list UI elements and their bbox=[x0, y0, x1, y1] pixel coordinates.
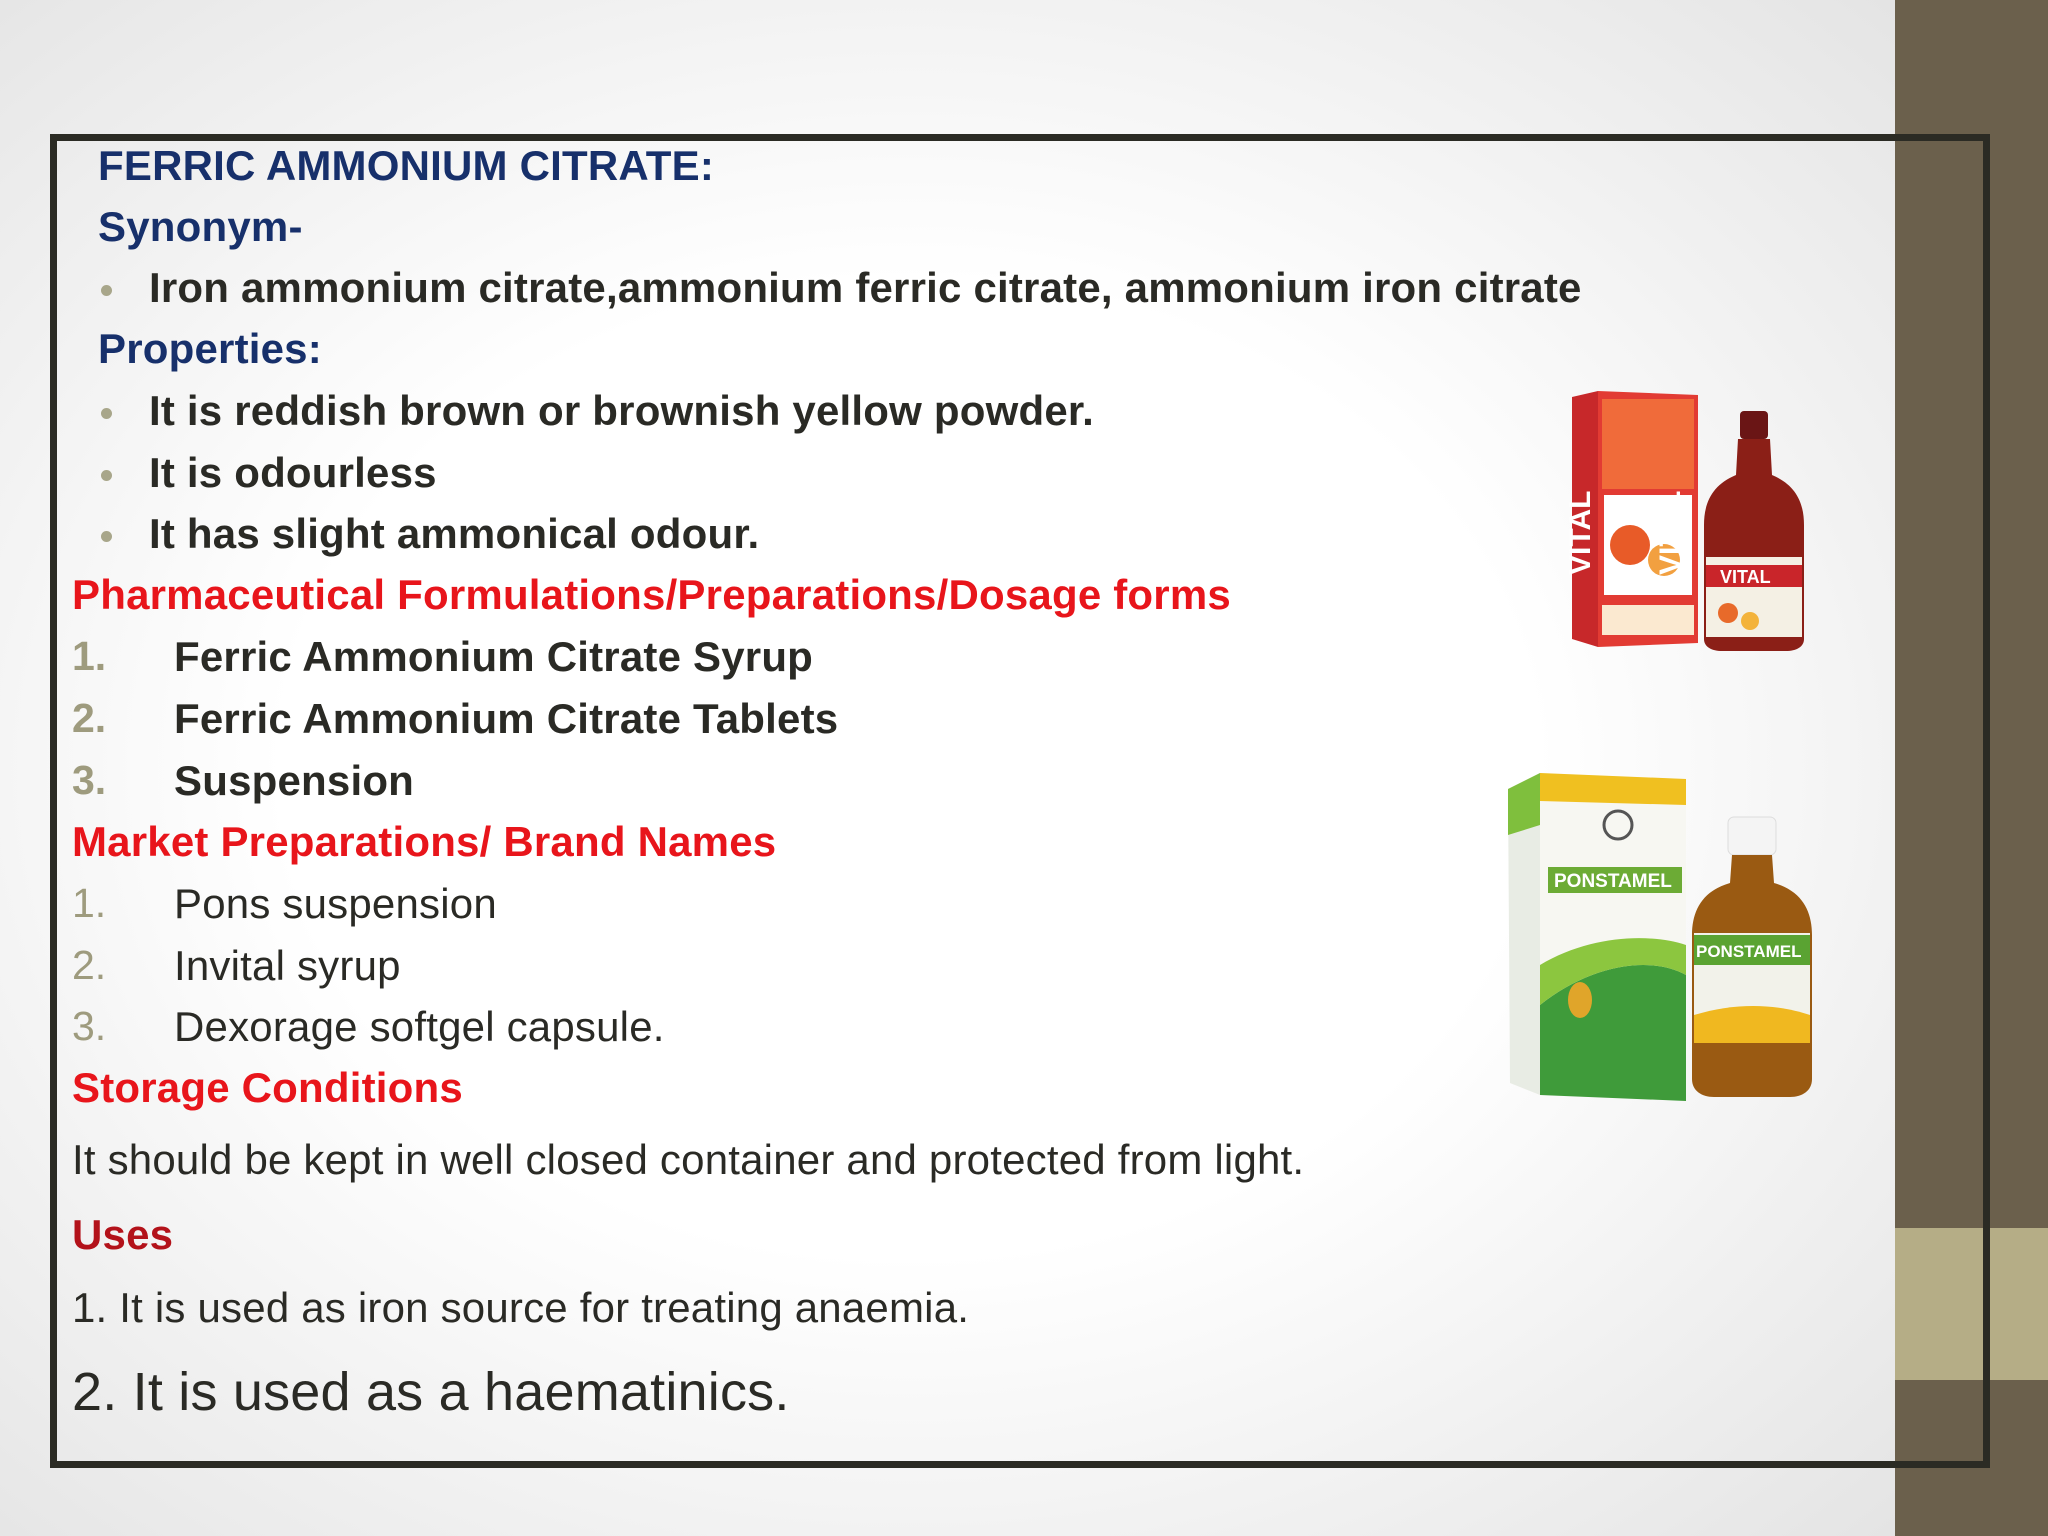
uses-item: 2. It is used as a haematinics. bbox=[72, 1362, 790, 1422]
bullet-icon bbox=[101, 285, 112, 296]
market-item: Dexorage softgel capsule. bbox=[174, 1003, 665, 1050]
list-number: 2. bbox=[72, 695, 107, 741]
ponstamel-bottle-label: PONSTAMEL bbox=[1696, 942, 1802, 961]
market-heading: Market Preparations/ Brand Names bbox=[72, 818, 777, 865]
market-item: Invital syrup bbox=[174, 942, 401, 989]
storage-heading: Storage Conditions bbox=[72, 1064, 463, 1111]
ponstamel-suspension-image bbox=[1500, 765, 1820, 1105]
properties-heading: Properties: bbox=[98, 325, 322, 372]
formulations-heading: Pharmaceutical Formulations/Preparations/Dosage forms bbox=[72, 571, 1231, 618]
property-item: It has slight ammonical odour. bbox=[149, 510, 760, 557]
vital-syrup-image bbox=[1560, 385, 1820, 655]
slide-title: FERRIC AMMONIUM CITRATE: bbox=[98, 142, 715, 189]
synonym-heading: Synonym- bbox=[98, 203, 303, 250]
list-number: 3. bbox=[72, 757, 107, 803]
vital-box-label: VITAL bbox=[1564, 490, 1597, 575]
formulation-item: Suspension bbox=[174, 757, 415, 804]
ponstamel-box-label: PONSTAMEL bbox=[1554, 871, 1672, 892]
bullet-icon bbox=[101, 531, 112, 542]
vital-bottle-label: VITAL bbox=[1720, 567, 1771, 587]
market-item: Pons suspension bbox=[174, 880, 497, 927]
formulation-item: Ferric Ammonium Citrate Tablets bbox=[174, 695, 839, 742]
synonym-item: Iron ammonium citrate,ammonium ferric citrate, ammonium iron citrate bbox=[149, 264, 1582, 311]
bullet-icon bbox=[101, 408, 112, 419]
property-item: It is reddish brown or brownish yellow powder. bbox=[149, 387, 1094, 434]
list-number: 3. bbox=[72, 1003, 107, 1049]
uses-heading: Uses bbox=[72, 1211, 174, 1258]
vital-box-label-front: VITAL bbox=[1654, 490, 1687, 575]
formulation-item: Ferric Ammonium Citrate Syrup bbox=[174, 633, 814, 680]
property-item: It is odourless bbox=[149, 449, 437, 496]
list-number: 2. bbox=[72, 942, 107, 988]
bullet-icon bbox=[101, 470, 112, 481]
storage-text: It should be kept in well closed container and protected from light. bbox=[72, 1136, 1305, 1183]
list-number: 1. bbox=[72, 880, 107, 926]
uses-item: 1. It is used as iron source for treating anaemia. bbox=[72, 1284, 970, 1331]
list-number: 1. bbox=[72, 633, 107, 679]
